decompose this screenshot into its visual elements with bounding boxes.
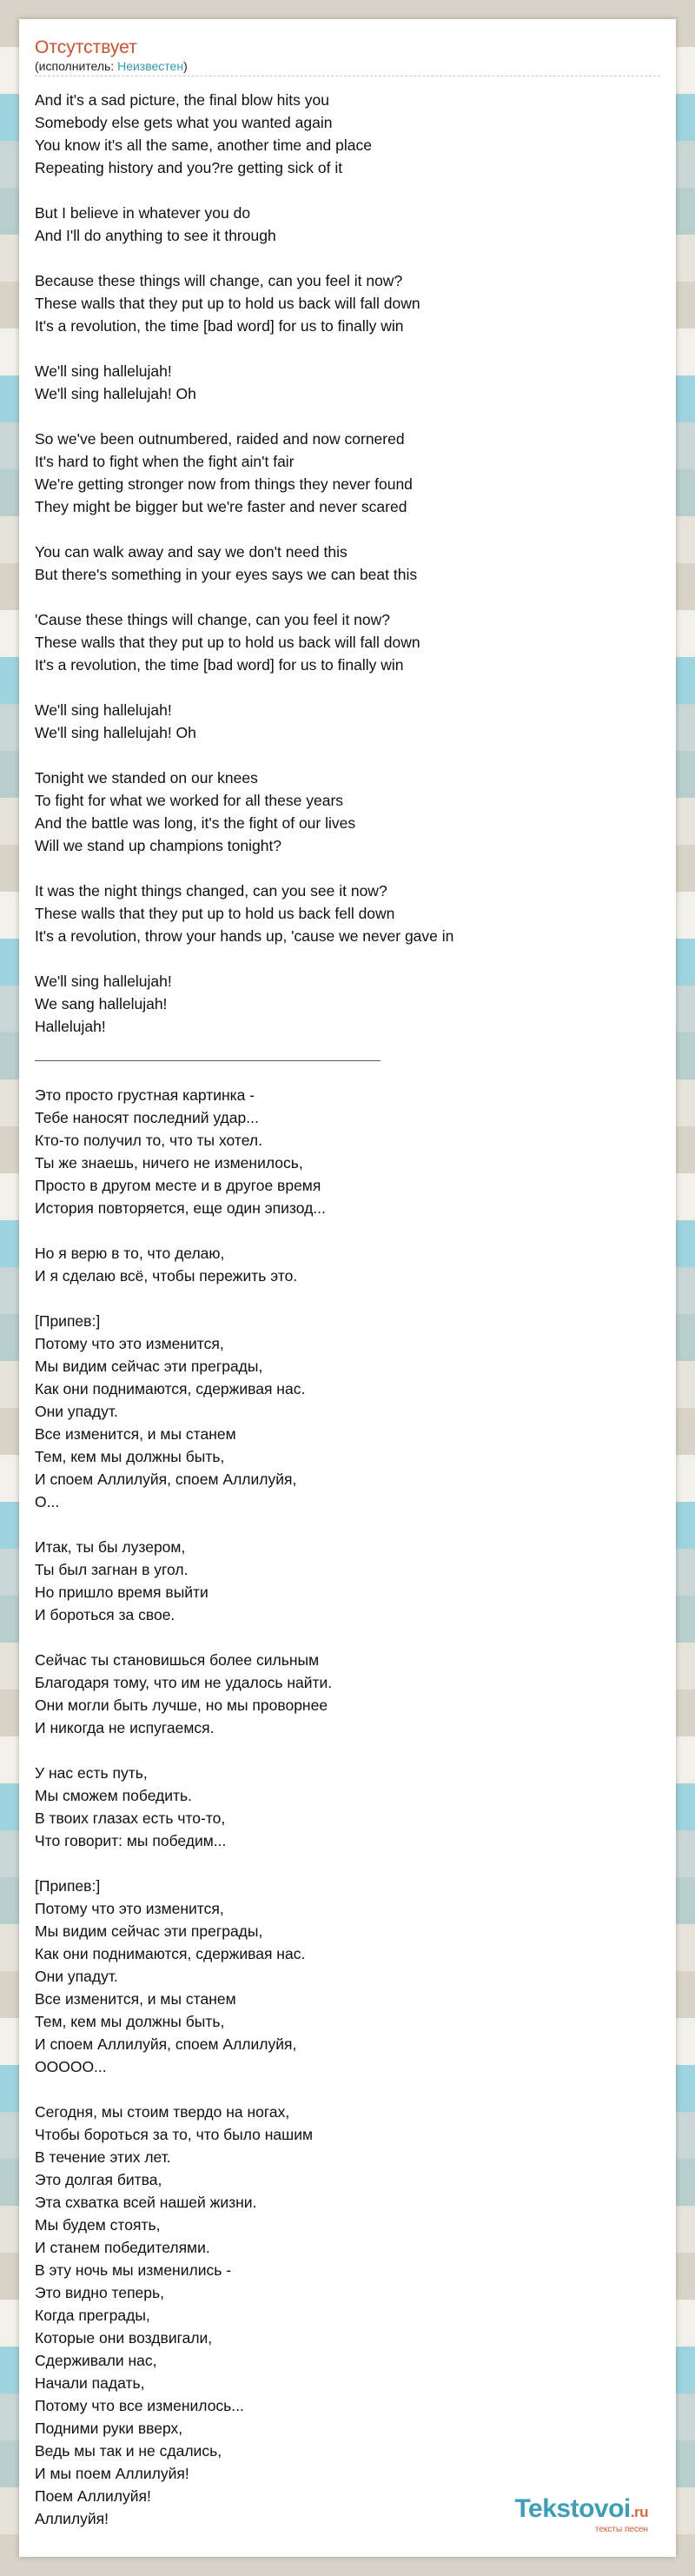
- site-logo[interactable]: [514, 2495, 648, 2534]
- song-header: [35, 37, 660, 76]
- logo-tagline: тексты песен: [594, 2525, 648, 2534]
- lyrics-body: [35, 89, 660, 2530]
- logo-name: Tekstovoi: [514, 2494, 631, 2523]
- artist-suffix: ): [183, 59, 188, 73]
- artist-prefix: (исполнитель:: [35, 59, 118, 73]
- lyrics-english: And it's a sad picture, the final blow hits you Somebody else gets what you wanted again You know it's all the same, another time and place Repeating history and you?re getting sick of it But I believe in whatever you do And I'll do anything to see it through Because these things will change, can you feel it now? These walls that they put up to hold us back will fall down It's a revolution, the time [bad word] for us to finally win We'll sing hallelujah! We'll sing hallelujah! Oh So we've been outnumbered, raided and now cornered It's hard to fight when the fight ain't fair We're getting stronger now from things they never found They might be bigger but we're faster and never scared You can walk away and say we don't need this But there's something in your eyes says we can beat this 'Cause these things will change, can you feel it now? These walls that they put up to hold us back will fall down It's a revolution, the time [bad word] for us to finally win We'll sing hallelujah! We'll sing hallelujah! Oh Tonight we standed on our knees To fight for what we worked for all these years And the battle was long, it's the fight of our lives Will we stand up champions tonight? It was the night things changed, can you see it now? These walls that they put up to hold us back fell down It's a revolution, throw your hands up, 'cause we never gave in We'll sing hallelujah! We sang hallelujah! Hallelujah!: [35, 91, 454, 1035]
- artist-link[interactable]: Неизвестен: [117, 59, 184, 73]
- translation-divider: [35, 1060, 381, 1061]
- lyrics-card: [19, 19, 676, 2557]
- song-title: Отсутствует: [35, 37, 137, 57]
- logo-tld: .ru: [630, 2504, 648, 2520]
- artist-line: [35, 59, 660, 74]
- lyrics-russian: Это просто грустная картинка - Тебе наносят последний удар... Кто-то получил то, что ты хотел. Ты же знаешь, ничего не изменилось, Просто в другом месте и в другое время История повторяется, еще один эпизод... Но я верю в то, что делаю, И я сделаю всё, чтобы пережить это. [Припев:] Потому что это изменится, Мы видим сейчас эти преграды, Как они поднимаются, сдерживая нас. Они упадут. Все изменится, и мы станем Тем, кем мы должны быть, И споем Аллилуйя, споем Аллилуйя, О... Итак, ты бы лузером, Ты был загнан в угол. Но пришло время выйти И бороться за свое. Сейчас ты становишься более сильным Благодаря тому, что им не удалось найти. Они могли быть лучше, но мы проворнее И никогда не испугаемся. У нас есть путь, Мы сможем победить. В твоих глазах есть что-то, Что говорит: мы победим... [Припев:] Потому что это изменится, Мы видим сейчас эти преграды, Как они поднимаются, сдерживая нас. Они упадут. Все изменится, и мы станем Тем, кем мы должны быть, И споем Аллилуйя, споем Аллилуйя, ООООО... Сегодня, мы стоим твердо на ногах, Чтобы бороться за то, что было нашим В течение этих лет. Это долгая битва, Эта схватка всей нашей жизни. Мы будем стоять, И станем победителями. В эту ночь мы изменились - Это видно теперь, Когда преграды, Которые они воздвигали, Сдерживали нас, Начали падать, Потому что все изменилось... Подними руки вверх, Ведь мы так и не сдались, И мы поем Аллилуйя! Поем Аллилуйя! Аллилуйя!: [35, 1086, 333, 2527]
